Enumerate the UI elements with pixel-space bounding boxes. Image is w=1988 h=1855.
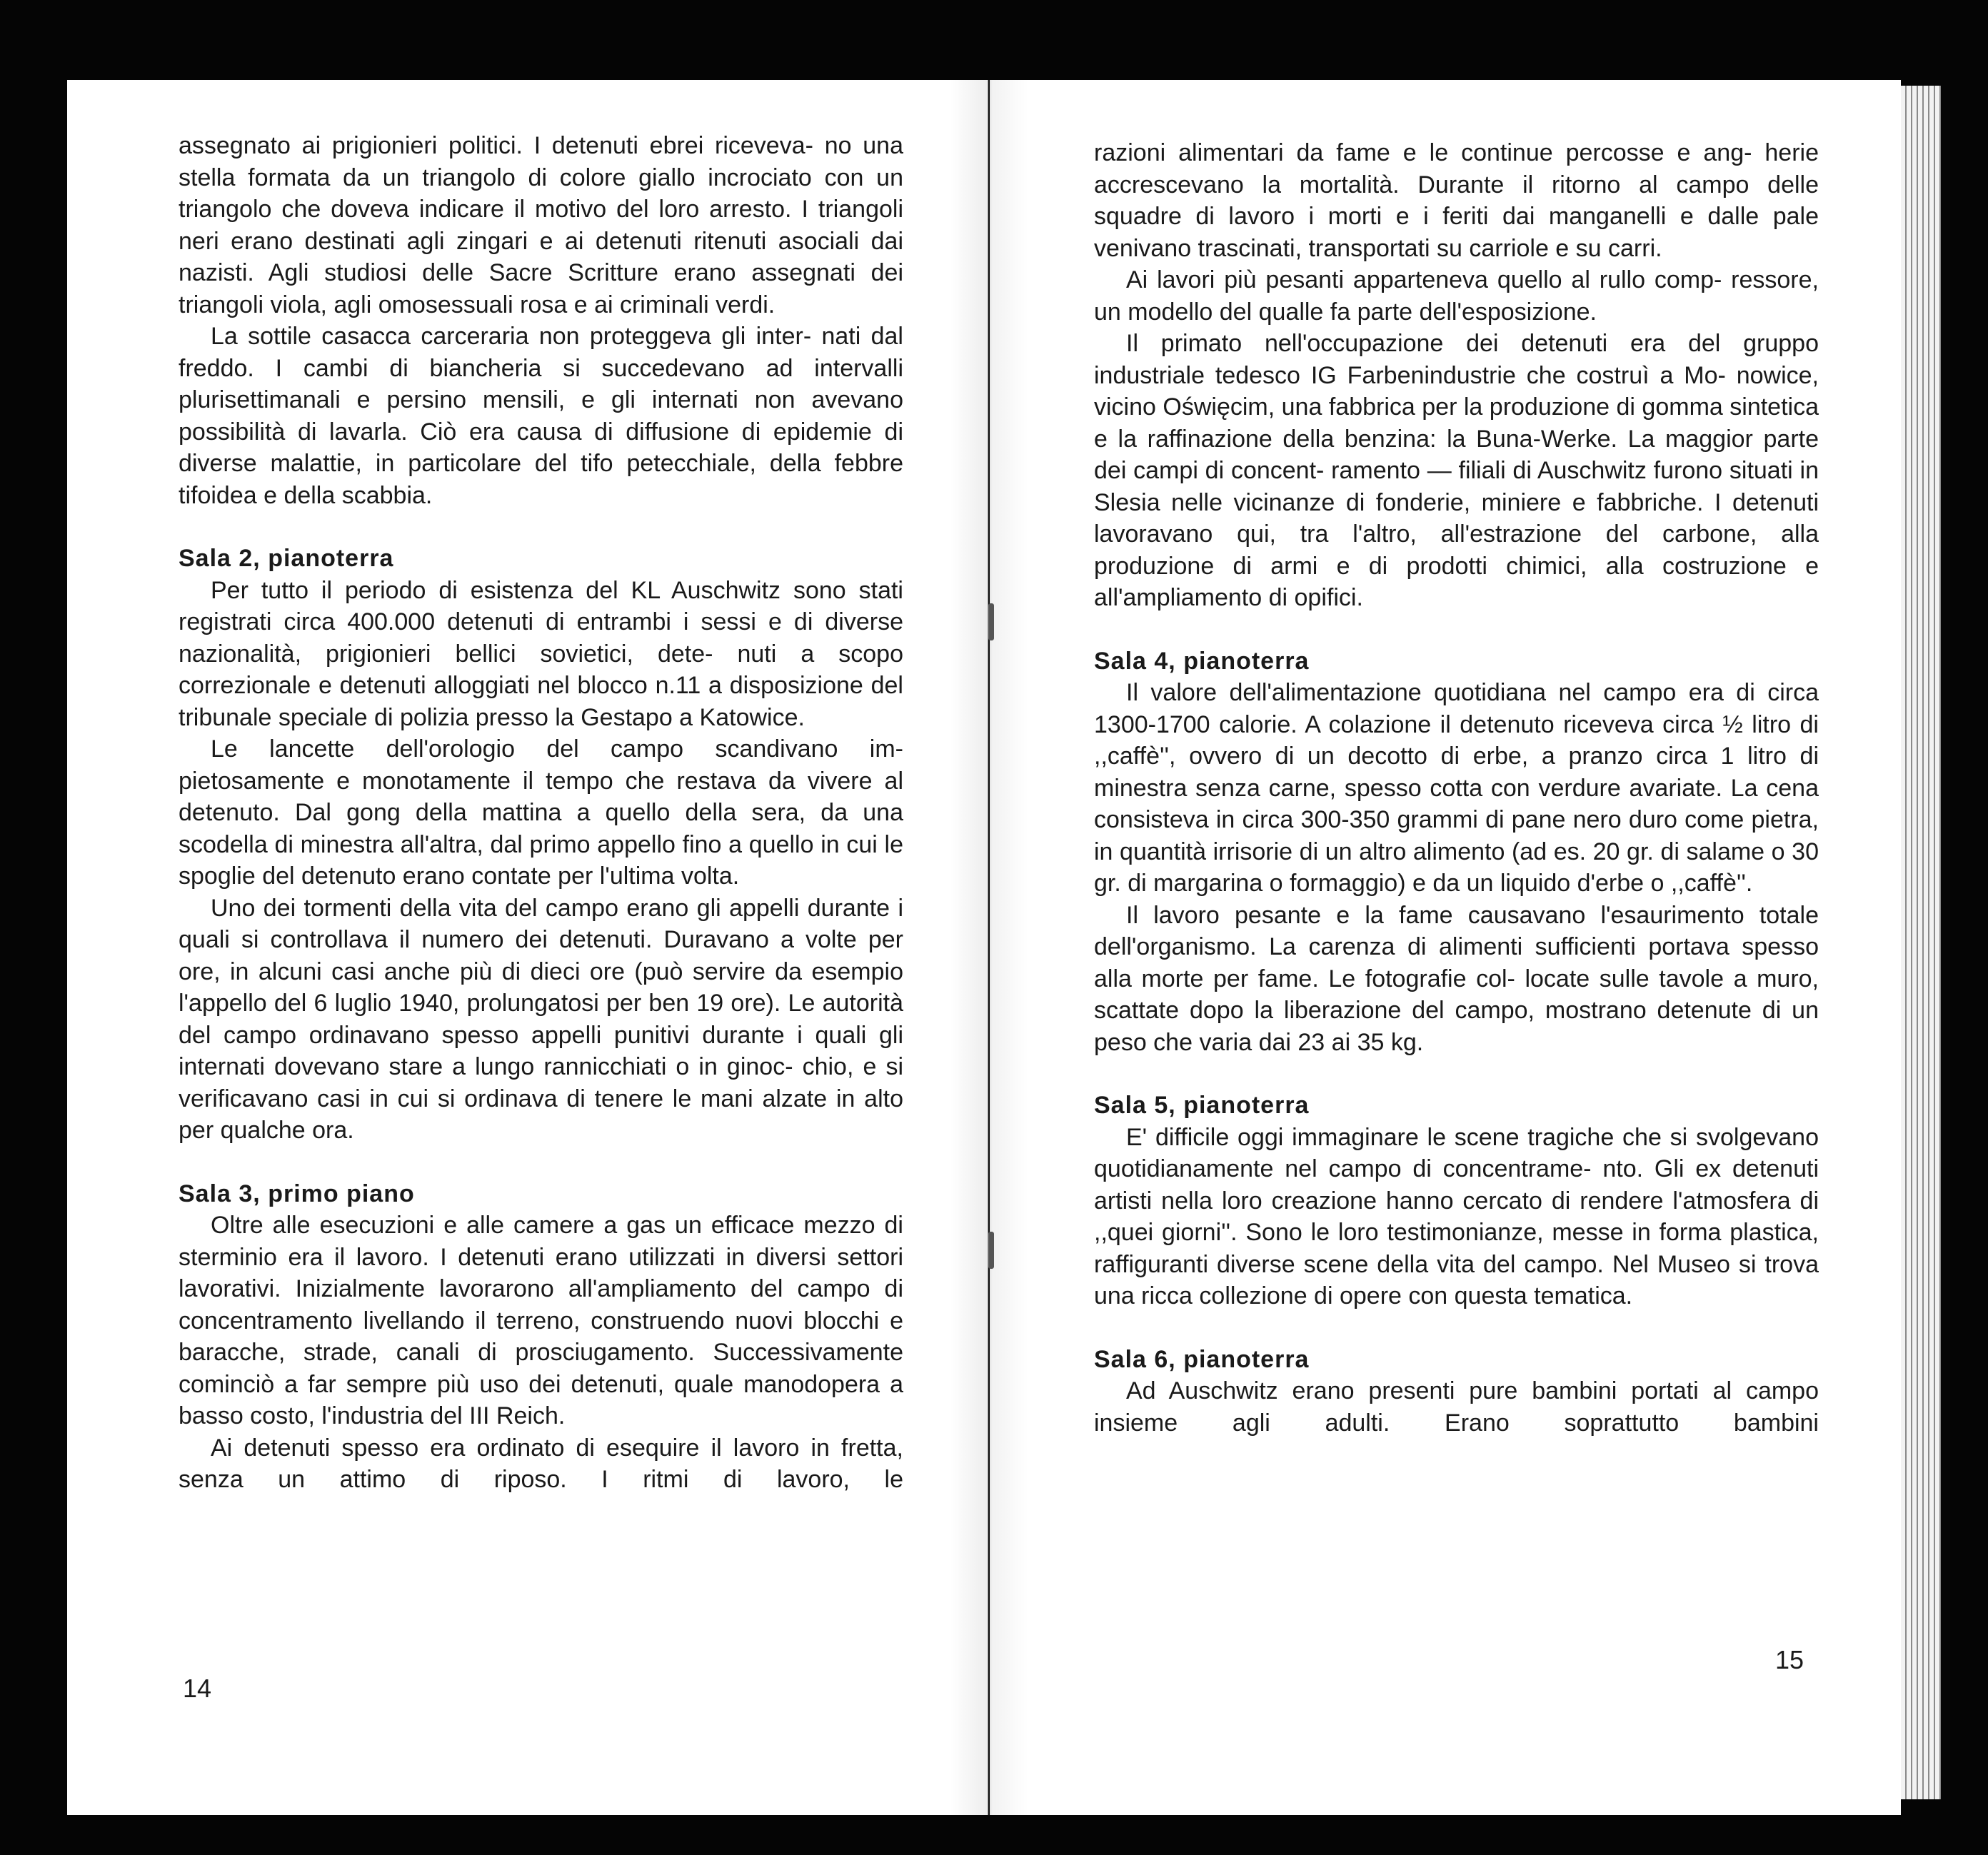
section-heading: Sala 5, pianoterra <box>1094 1092 1310 1119</box>
paragraph: razioni alimentari da fame e le continue percosse e ang- herie accrescevano la mortalità. Durante il ritorno al campo delle squadre di lavoro i morti e i feriti dai manganelli e dalle pale venivano trascinati, transportati su carriole e su carri. <box>1094 139 1819 262</box>
paragraph: E' difficile oggi immaginare le scene tragiche che si svolgevano quotidianamente nel campo di concentrame- nto. Gli ex detenuti artisti nella loro creazione hanno cercato di rendere l'atmosfera di ,,quei giorni''. Sono le loro testimonianze, messe in forma plastica, raffiguranti diverse scene della vita del campo. Nel Museo si trova una ricca collezione di opere con questa tematica. <box>1094 1123 1819 1309</box>
paragraph: Il primato nell'occupazione dei detenuti era del gruppo industriale tedesco IG Farbenindustrie che costruì a Mo- nowice, vicino Oświęcim, una fabbrica per la produzione di gomma sintetica e la raffinazione della benzina: la Buna-Werke. La maggior parte dei campi di concent- ramento — filiali di Auschwitz furono situati in Slesia nelle vicinanze di fonderie, miniere e fabbriche. I detenuti lavoravano qui, tra l'altro, all'estrazione del carbone, alla produzione di armi e di prodotti chimici, alla costruzione e all'ampliamento di opifici. <box>1094 330 1819 611</box>
page-edges <box>1901 86 1941 1799</box>
paragraph: Ad Auschwitz erano presenti pure bambini portati al campo insieme agli adulti. Erano soprattutto bambini <box>1094 1377 1819 1437</box>
left-page-text <box>179 130 903 1496</box>
paragraph: La sottile casacca carceraria non proteggeva gli inter- nati dal freddo. I cambi di biancheria si succedevano ad intervalli plurisettimanali e persino mensili, e gli internati non avevano possibilità di lavarla. Ciò era causa di diffusione di epidemie di diverse malattie, in particolare del tifo petecchiale, della febbre tifoidea e della scabbia. <box>179 323 903 509</box>
staple <box>988 1232 994 1269</box>
section-heading: Sala 2, pianoterra <box>179 545 394 572</box>
right-page-text <box>1094 137 1819 1439</box>
paragraph: Il valore dell'alimentazione quotidiana nel campo era di circa 1300-1700 calorie. A colazione il detenuto riceveva circa ½ litro di ,,caffè'', ovvero di un decotto di erbe, a pranzo circa 1 litro di minestra senza carne, spesso cotta con verdure avariate. La cena consisteva in circa 300-350 grammi di pane nero duro come pietra, in quantità irrisorie di un altro alimento (ad es. 20 gr. di salame o 30 gr. di margarina o formaggio) e da un liquido d'erbe o ,,caffè''. <box>1094 679 1819 897</box>
paragraph: assegnato ai prigionieri politici. I detenuti ebrei riceveva- no una stella formata da un triangolo di colore giallo incrociato con un triangolo che doveva indicare il motivo del loro arresto. I triangoli neri erano destinati agli zingari e ai detenuti ritenuti asociali dai nazisti. Agli studiosi delle Sacre Scritture erano assegnati dei triangoli viola, agli omosessuali rosa e ai criminali verdi. <box>179 132 903 318</box>
section-heading: Sala 4, pianoterra <box>1094 647 1310 675</box>
page-number-left: 14 <box>183 1674 212 1703</box>
page-number-right: 15 <box>1775 1645 1804 1674</box>
section-heading: Sala 6, pianoterra <box>1094 1345 1310 1373</box>
paragraph: Per tutto il periodo di esistenza del KL Auschwitz sono stati registrati circa 400.000 detenuti di entrambi i sessi e di diverse nazionalità, prigionieri bellici sovietici, dete- nuti a scopo correzionale e detenuti alloggiati nel blocco n.11 a disposizione del tribunale speciale di polizia presso la Gestapo a Katowice. <box>179 576 903 731</box>
staple <box>988 603 994 640</box>
paragraph: Ai detenuti spesso era ordinato di esequire il lavoro in fretta, senza un attimo di riposo. I ritmi di lavoro, le <box>179 1434 903 1493</box>
left-page <box>67 80 988 1815</box>
right-page <box>990 80 1901 1815</box>
paragraph: Oltre alle esecuzioni e alle camere a gas un efficace mezzo di sterminio era il lavoro. I detenuti erano utilizzati in diversi settori lavorativi. Inizialmente lavorarono all'ampliamento del campo di concentramento livellando il terreno, construendo nuovi blocchi e baracche, strade, canali di prosciugamento. Successivamente cominciò a far sempre più uso dei detenuti, quale manodopera a basso costo, l'industria del III Reich. <box>179 1212 903 1429</box>
paragraph: Uno dei tormenti della vita del campo erano gli appelli durante i quali si controllava il numero dei detenuti. Duravano a volte per ore, in alcuni casi anche più di dieci ore (può servire da esempio l'appello del 6 luglio 1940, prolungatosi per ben 19 ore). Le autorità del campo ordinavano spesso appelli punitivi durante i quali gli internati dovevano stare a lungo rannicchiati o in ginoc- chio, e si verificavano casi in cui si ordinava di tenere le mani alzate in alto per qualche ora. <box>179 894 903 1144</box>
paragraph: Ai lavori più pesanti apparteneva quello al rullo comp- ressore, un modello del qualle fa parte dell'esposizione. <box>1094 266 1819 326</box>
paragraph: Le lancette dell'orologio del campo scandivano im- pietosamente e monotamente il tempo che restava da vivere al detenuto. Dal gong della mattina a quello della sera, da una scodella di minestra all'altra, dal primo appello fino a quello in cui le spoglie del detenuto erano contate per l'ultima volta. <box>179 735 903 890</box>
section-heading: Sala 3, primo piano <box>179 1180 415 1207</box>
paragraph: Il lavoro pesante e la fame causavano l'esaurimento totale dell'organismo. La carenza di alimenti sufficienti portava spesso alla morte per fame. Le fotografie col- locate sulle tavole a muro, scattate dopo la liberazione del campo, mostrano detenute di un peso che varia dai 23 ai 35 kg. <box>1094 901 1819 1056</box>
